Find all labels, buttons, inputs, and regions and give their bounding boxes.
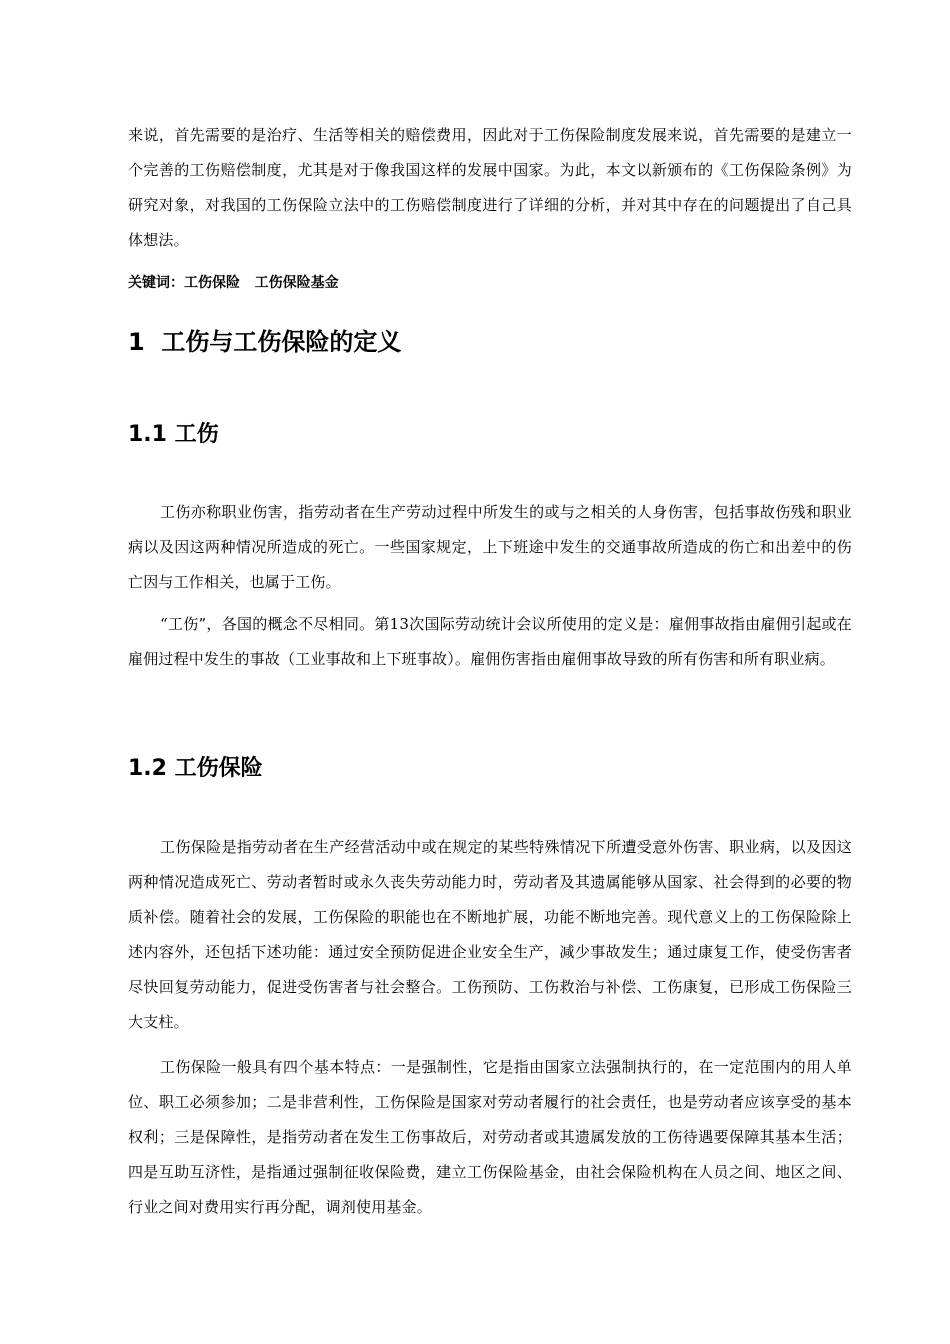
keywords-line: 关键词：工伤保险 工伤保险基金: [128, 275, 339, 291]
section-1-2-heading: 1.2 工伤保险: [128, 756, 263, 781]
intro-paragraph: 来说，首先需要的是治疗、生活等相关的赔偿费用，因此对于工伤保险制度发展来说，首先需要的是建立一个完善的工伤赔偿制度，尤其是对于像我国这样的发展中国家。为此，本文以新颁布的《工伤保险条例》为研究对象，对我国的工伤保险立法中的工伤赔偿制度进行了详细的分析，并对其中存在的问题提出了自己具体想法。: [128, 126, 852, 249]
section-1-1-heading: 1.1 工伤: [128, 422, 219, 447]
section-1-heading: 1 工伤与工伤保险的定义: [128, 328, 402, 356]
section-1-2-paragraph-1: 工伤保险是指劳动者在生产经营活动中或在规定的某些特殊情况下所遭受意外伤害、职业病，以及因这两种情况造成死亡、劳动者暂时或永久丧失劳动能力时，劳动者及其遗属能够从国家、社会得到的必要的物质补偿。随着社会的发展，工伤保险的职能也在不断地扩展，功能不断地完善。现代意义上的工伤保险除上述内容外，还包括下述功能：通过安全预防促进企业安全生产，减少事故发生；通过康复工作，使受伤害者尽快回复劳动能力，促进受伤害者与社会整合。工伤预防、工伤救治与补偿、工伤康复，已形成工伤保险三大支柱。: [128, 838, 852, 1031]
section-1-1-paragraph-1: 工伤亦称职业伤害，指劳动者在生产劳动过程中所发生的或与之相关的人身伤害，包括事故伤残和职业病以及因这两种情况所造成的死亡。一些国家规定，上下班途中发生的交通事故所造成的伤亡和出差中的伤亡因与工作相关，也属于工伤。: [128, 503, 852, 591]
section-1-2-paragraph-2: 工伤保险一般具有四个基本特点：一是强制性，它是指由国家立法强制执行的，在一定范围内的用人单位、职工必须参加；二是非营利性，工伤保险是国家对劳动者履行的社会责任，也是劳动者应该享受的基本权利；三是保障性，是指劳动者在发生工伤事故后，对劳动者或其遗属发放的工伤待遇要保障其基本生活；四是互助互济性，是指通过强制征收保险费，建立工伤保险基金，由社会保险机构在人员之间、地区之间、行业之间对费用实行再分配，调剂使用基金。: [128, 1058, 852, 1216]
section-1-1-paragraph-2: “工伤”，各国的概念不尽相同。第13次国际劳动统计会议所使用的定义是：雇佣事故指由雇佣引起或在雇佣过程中发生的事故（工业事故和上下班事故）。雇佣伤害指由雇佣事故导致的所有伤害和所有职业病。: [128, 615, 852, 668]
